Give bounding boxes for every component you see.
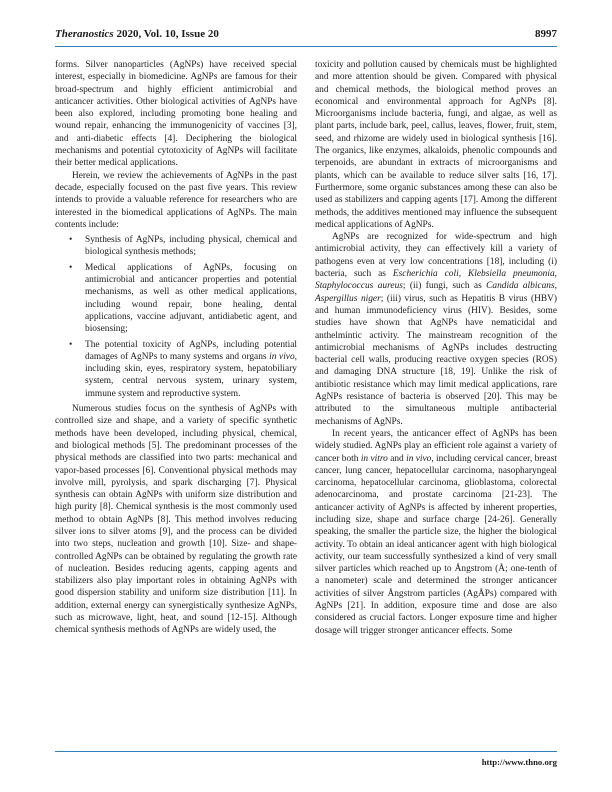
footer-divider bbox=[55, 751, 557, 752]
bullet-item-synthesis: • Synthesis of AgNPs, including physical, chemical and biological synthesis methods; bbox=[55, 234, 297, 259]
paragraph-biological-method: toxicity and pollution caused by chemicals must be highlighted and more attention should be given. Compared with physical and chemical methods, the biological method proves an economical and environmental approach for AgNPs [8]. Microorganisms include bacteria, fungi, and algae, as well as plant parts, include bark, peel, callus, leaves, flower, fruit, stem, seed, and rhizome are widely used in biological synthesis [16]. The organics, like enzymes, alkaloids, phenolic compounds and terpenoids, are abundant in extracts of microorganisms and plants, which can be available to reduce silver salts [16, 17]. Furthermore, some organic substances among these can also be used as stabilizers and capping agents [17]. Among the different methods, the additives mentioned may influence the subsequent medical applications of AgNPs. bbox=[315, 60, 557, 230]
paragraph-antimicrobial: AgNPs are recognized for wide-spectrum and high antimicrobial activity, they can effectively kill a variety of pathogens even at very low concentrations [18], including (i) bacteria, such as Escherichia coli, Klebsiella pneumonia, Staphylococcus aureus; (ii) fungi, such as Candida albicans, Aspergillus niger; (iii) virus, such as Hepatitis B virus (HBV) and human immunodeficiency virus (HIV). Besides, some studies have shown that AgNPs have nematicidal and anthelmintic activity. The mainstream recognition of the antimicrobial mechanisms of AgNPs includes destructing bacterial cell walls, producing reactive oxygen species (ROS) and damaging DNA structure [18, 19]. Unlike the risk of antibiotic resistance which may limit medical applications, rare AgNPs resistance of bacteria is observed [20]. This may be attributed to the simultaneous multiple antibacterial mechanisms of AgNPs. bbox=[315, 232, 557, 427]
page-number: 8997 bbox=[535, 28, 557, 40]
running-head bbox=[55, 28, 219, 40]
paragraph-continuation: forms. Silver nanoparticles (AgNPs) have received special interest, especially in biomedicine. AgNPs are famous for their broad-spectrum and highly efficient antimicrobial and anticancer activities. Other biological activities of AgNPs have been also explored, including promoting bone healing and wound repair, enhancing the immunogenicity of vaccines [3], and anti-diabetic effects [4]. Deciphering the biological mechanisms and potential cytotoxicity of AgNPs will facilitate their better medical applications. bbox=[55, 60, 297, 169]
journal-url-link[interactable]: http://www.thno.org bbox=[481, 757, 557, 767]
right-column bbox=[315, 59, 557, 751]
paragraph-anticancer: In recent years, the anticancer effect of AgNPs has been widely studied. AgNPs play an efficient role against a variety of cancer both in vitro and in vivo, including cervical cancer, breast cancer, lung cancer, hepatocellular carcinoma, nasopharyngeal carcinoma, hepatocellular carcinoma, glioblastoma, colorectal adenocarcinoma, and prostate carcinoma [21-23]. The anticancer activity of AgNPs is affected by inherent properties, including size, shape and surface charge [24-26]. Generally speaking, the smaller the particle size, the higher the biological activity. To obtain an ideal anticancer agent with high biological activity, our team successfully synthesized a kind of very small silver particles which reached up to Ångstrom (Å; one-tenth of a nanometer) scale and determined the stronger anticancer activities of silver Ångstrom particles (AgÅPs) compared with AgNPs [21]. In addition, exposure time and dose are also considered as crucial factors. Longer exposure time and higher dosage will trigger stronger anticancer effects. Some bbox=[315, 428, 557, 636]
journal-name: Theranostics bbox=[55, 28, 114, 40]
left-column bbox=[55, 59, 297, 751]
bullet-item-medical-applications: • Medical applications of AgNPs, focusing on antimicrobial and anticancer properties and potential mechanisms, as well as other medical applications, including wound repair, bone healing, dental applications, vaccine adjuvant, antidiabetic agent, and biosensing; bbox=[55, 262, 297, 336]
bullet-item-toxicity: • The potential toxicity of AgNPs, including potential damages of AgNPs to many systems and organs in vivo, including skin, eyes, respiratory system, hepatobiliary system, central nervous system, urinary system, immune system and reproductive system. bbox=[55, 339, 297, 400]
contents-bullet-list bbox=[55, 234, 297, 400]
paragraph-synthesis-methods: Numerous studies focus on the synthesis of AgNPs with controlled size and shape, and a variety of specific synthetic methods have been developed, including physical, chemical, and biological methods [5]. The predominant processes of the physical methods are classified into two parts: mechanical and vapor-based processes [6]. Conventional physical methods may involve mill, pyrolysis, and spark discharging [7]. Physical synthesis can obtain AgNPs with uniform size distribution and high purity [8]. Chemical synthesis is the most commonly used method to obtain AgNPs [8]. This method involves reducing silver ions to silver atoms [9], and the process can be divided into two steps, nucleation and growth [10]. Size- and shape-controlled AgNPs can be obtained by regulating the growth rate of nucleation. Besides reducing agents, capping agents and stabilizers also play important roles in obtaining AgNPs with good dispersion stability and uniform size distribution [11]. In addition, external energy can synergistically synthesize AgNPs, such as microwave, light, heat, and sound [12-15]. Although chemical synthesis methods of AgNPs are widely used, the bbox=[55, 404, 297, 636]
paragraph-herein: Herein, we review the achievements of AgNPs in the past decade, especially focused on the past five years. This review intends to provide a valuable reference for researchers who are interested in the biomedical applications of AgNPs. The main contents include: bbox=[55, 170, 297, 230]
body-columns bbox=[55, 59, 557, 751]
page-header bbox=[55, 28, 557, 40]
journal-issue-info: 2020, Vol. 10, Issue 20 bbox=[113, 28, 219, 40]
header-divider bbox=[55, 46, 557, 47]
